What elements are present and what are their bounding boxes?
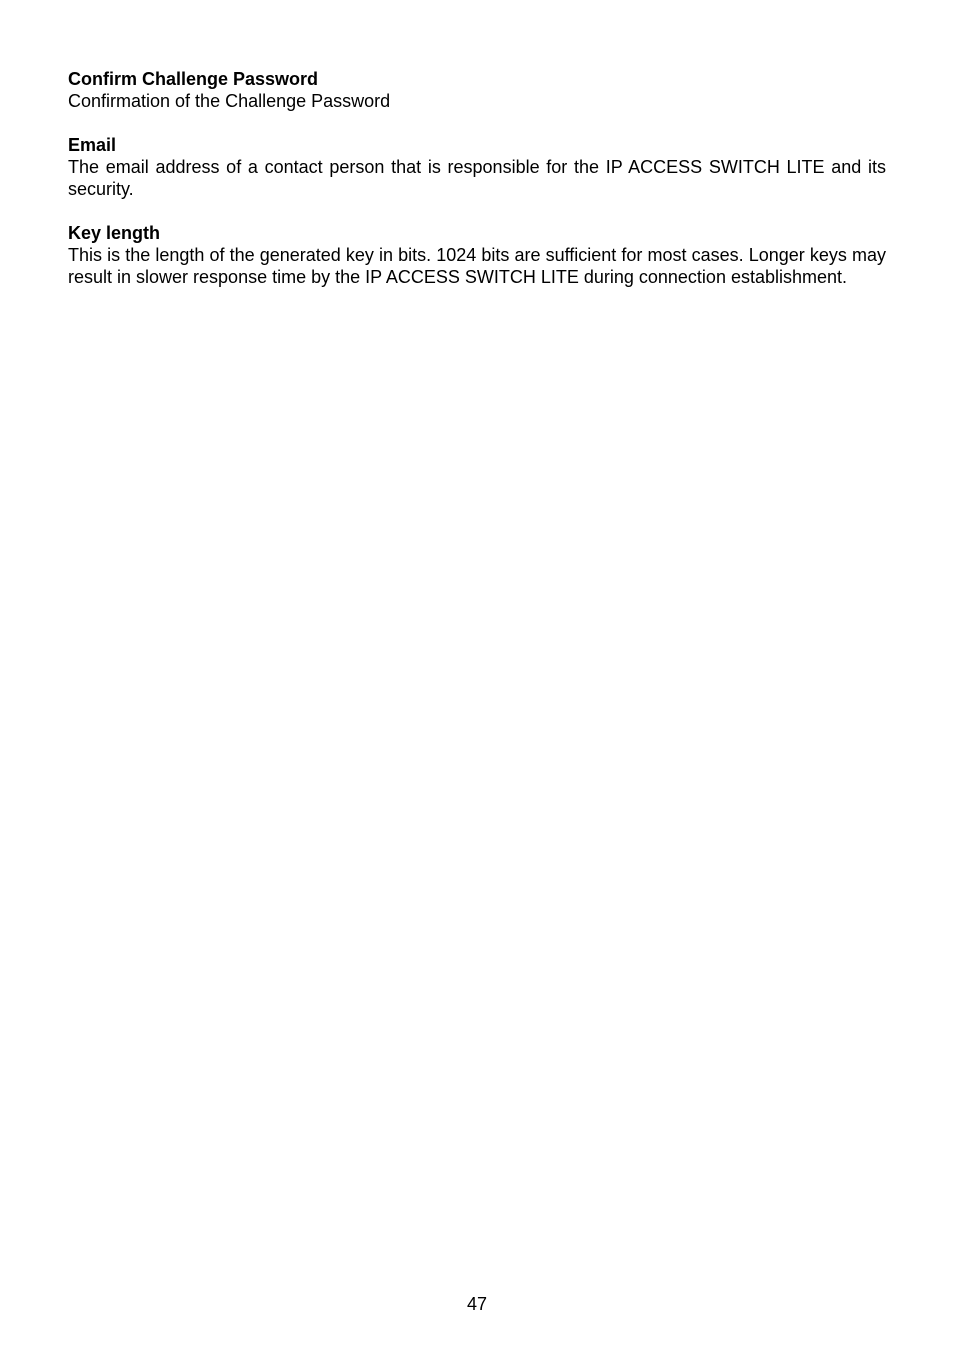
term-description: Confirmation of the Challenge Password <box>68 91 391 111</box>
section-confirm-challenge-password <box>68 68 886 112</box>
term-heading: Confirm Challenge Password <box>68 69 319 89</box>
term-heading: Email <box>68 135 117 155</box>
section-email <box>68 134 886 200</box>
term-description: This is the length of the generated key in bits. 1024 bits are sufficient for most cases. Longer keys may result in slower response time by the IP ACCESS SWITCH LITE during connection establishment. <box>68 245 886 287</box>
term-description: The email address of a contact person that is responsible for the IP ACCESS SWITCH LITE and its security. <box>68 157 886 199</box>
page-number: 47 <box>466 1294 488 1314</box>
document-body <box>68 68 886 310</box>
term-heading: Key length <box>68 223 161 243</box>
section-key-length <box>68 222 886 288</box>
